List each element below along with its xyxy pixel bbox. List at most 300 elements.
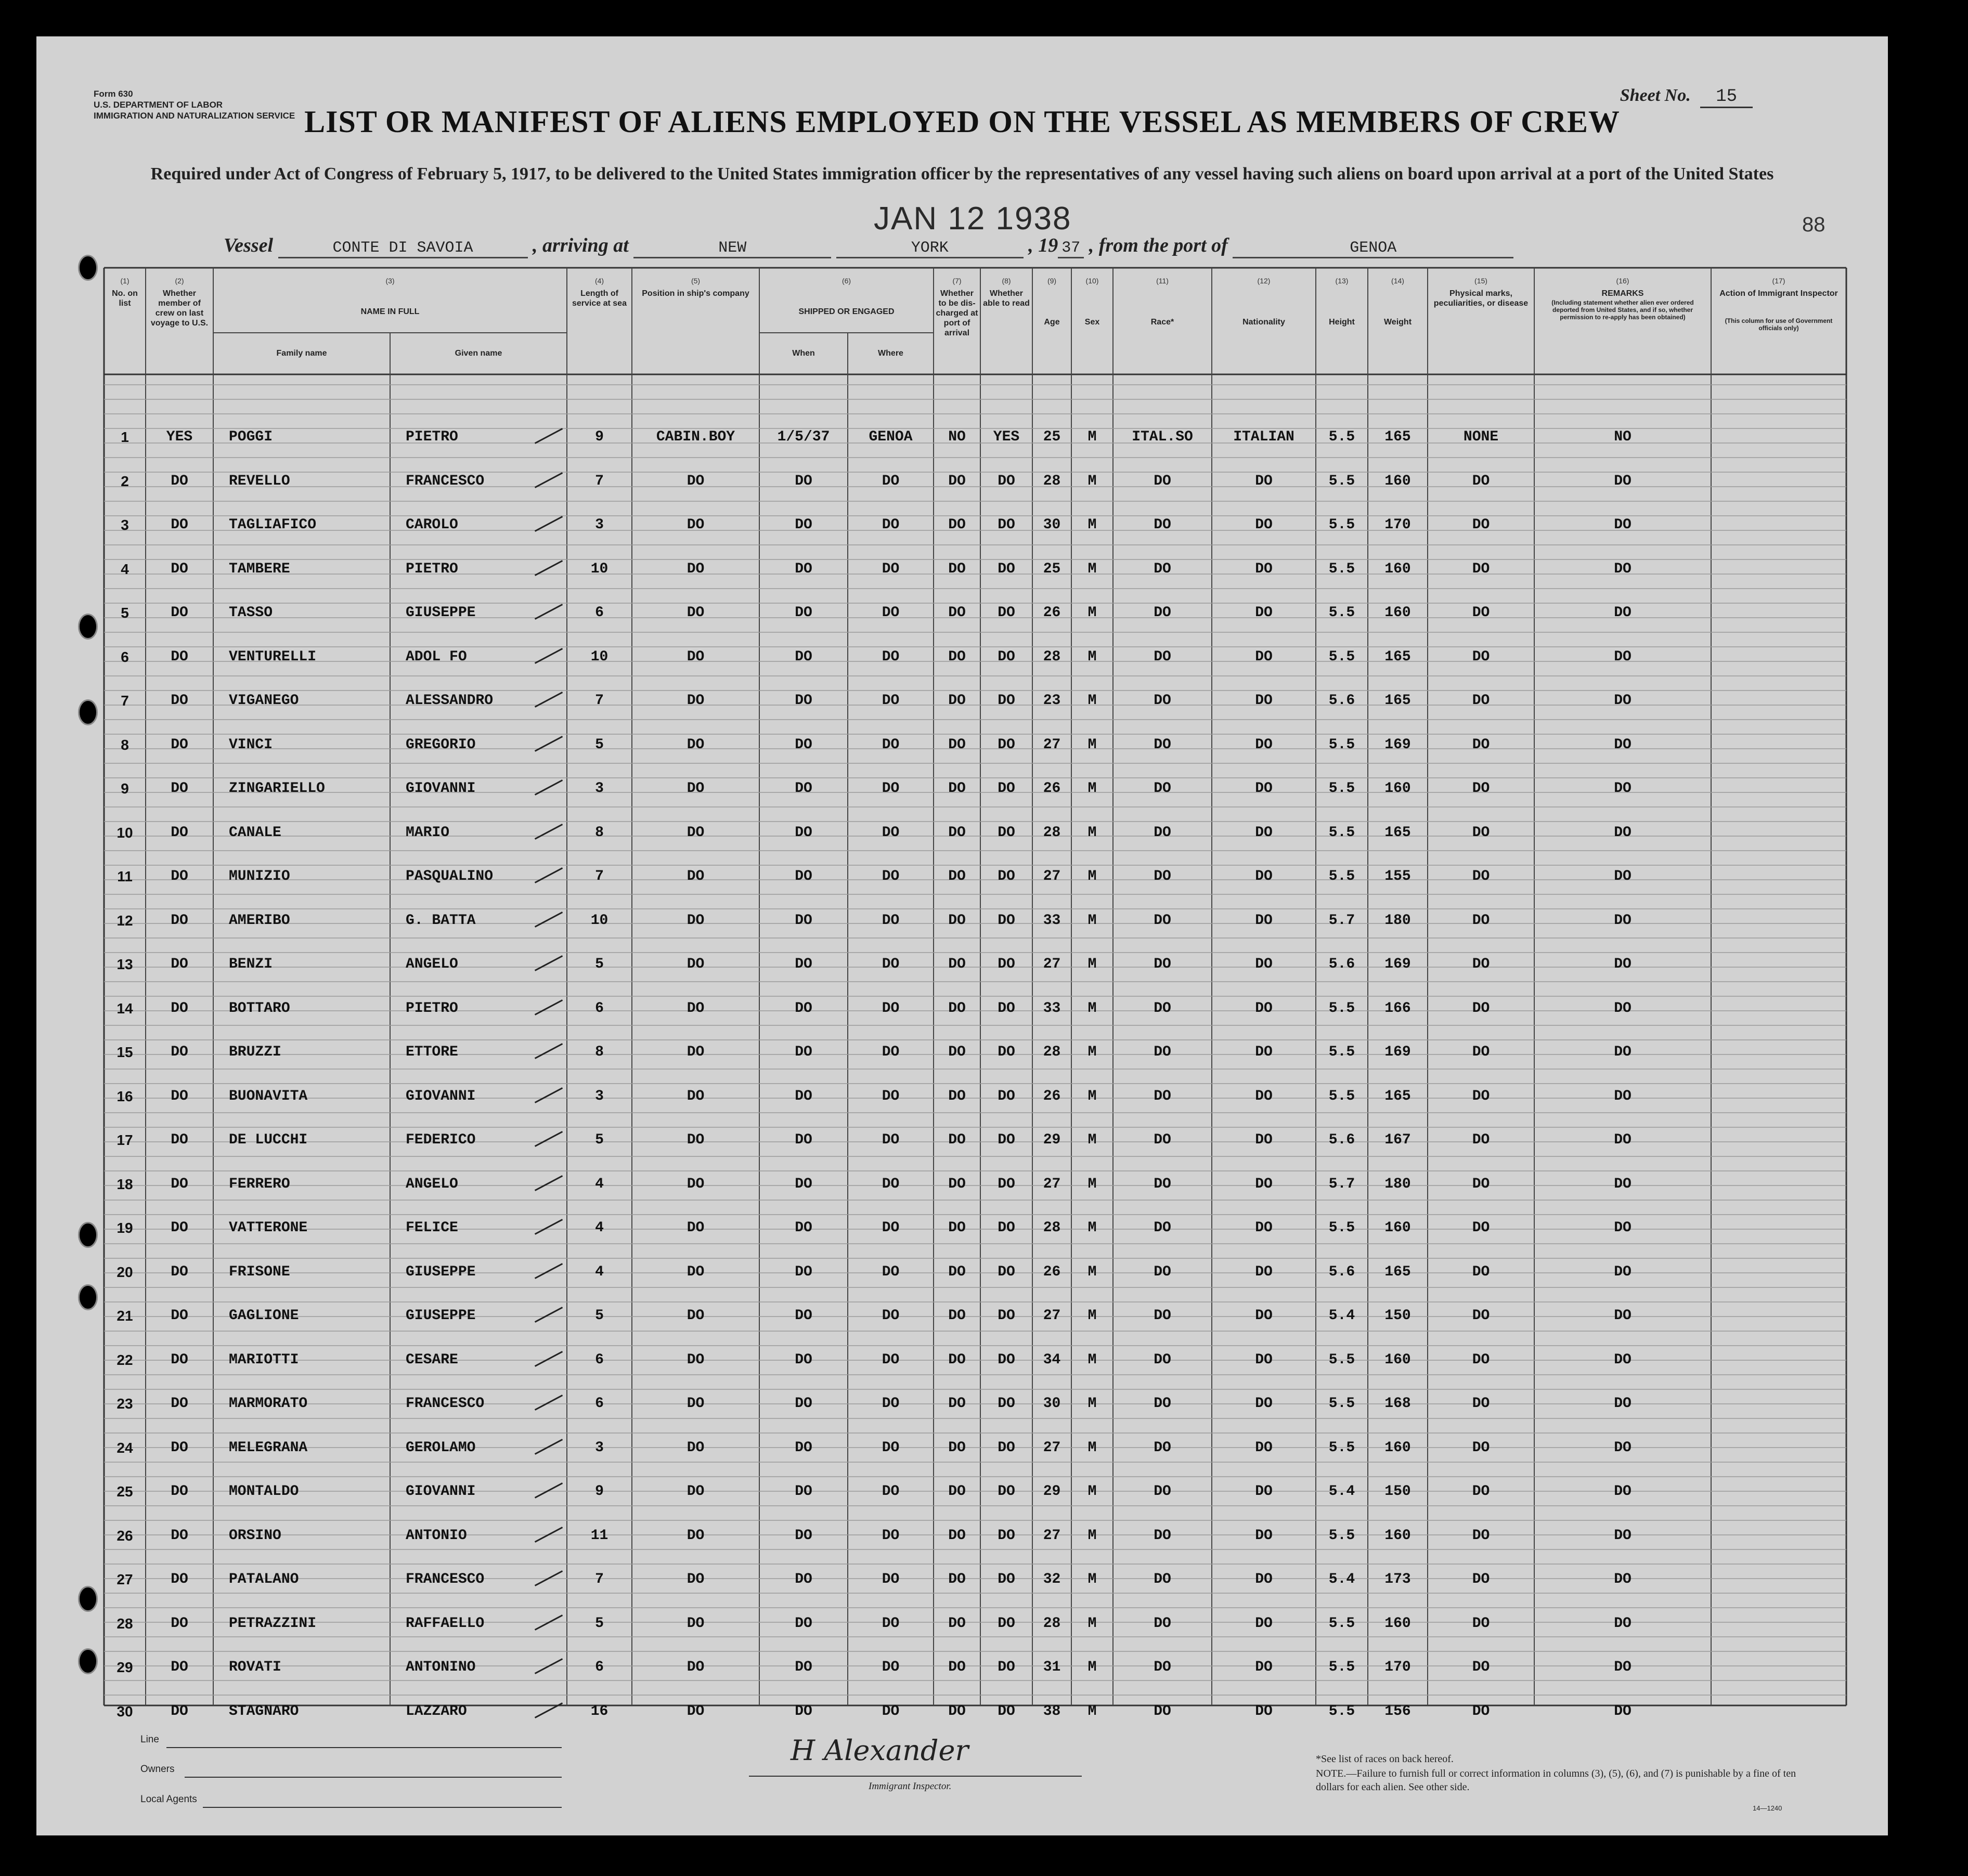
cell-where: DO bbox=[882, 1000, 900, 1017]
line-field bbox=[166, 1747, 562, 1748]
cell-sex: M bbox=[1087, 693, 1097, 709]
cell-given: CESARE bbox=[406, 1351, 458, 1368]
cell-height: 5.5 bbox=[1328, 868, 1355, 884]
cell-height: 5.5 bbox=[1328, 1000, 1355, 1017]
cell-race: DO bbox=[1154, 1527, 1171, 1544]
line-label: Line bbox=[140, 1734, 159, 1745]
cell-race: DO bbox=[1154, 1263, 1171, 1280]
cell-prev: DO bbox=[171, 1220, 188, 1236]
cell-remarks: DO bbox=[1614, 1396, 1632, 1412]
cell-no: 7 bbox=[121, 693, 129, 709]
cell-read: DO bbox=[998, 912, 1015, 929]
cell-age: 32 bbox=[1043, 1571, 1061, 1587]
cell-nat: DO bbox=[1255, 561, 1273, 577]
cell-nat: DO bbox=[1255, 780, 1273, 797]
column-number: (4) bbox=[594, 277, 604, 285]
cell-disch: DO bbox=[948, 605, 966, 621]
cell-when: DO bbox=[795, 1439, 812, 1456]
cell-given: ALESSANDRO bbox=[406, 693, 494, 709]
cell-position: DO bbox=[687, 1132, 705, 1148]
cell-nat: DO bbox=[1255, 693, 1273, 709]
cell-position: DO bbox=[687, 1439, 705, 1456]
cell-weight: 169 bbox=[1384, 1044, 1411, 1060]
column-number: (6) bbox=[841, 277, 851, 285]
cell-read: YES bbox=[993, 429, 1020, 445]
cell-remarks: DO bbox=[1614, 473, 1632, 489]
manifest-sheet bbox=[36, 36, 1888, 1835]
cell-service: 9 bbox=[595, 429, 604, 445]
column-number: (13) bbox=[1335, 277, 1349, 285]
cell-prev: DO bbox=[171, 1483, 188, 1500]
cell-height: 5.5 bbox=[1328, 648, 1355, 665]
cell-when: DO bbox=[795, 1527, 812, 1544]
header-c1: No. on list bbox=[112, 289, 138, 308]
cell-prev: DO bbox=[171, 1439, 188, 1456]
cell-when: DO bbox=[795, 1659, 812, 1675]
cell-service: 10 bbox=[590, 912, 608, 929]
cell-prev: DO bbox=[171, 1659, 188, 1675]
cell-family: TASSO bbox=[229, 605, 273, 621]
header-c4: Length of service at sea bbox=[572, 289, 627, 308]
cell-family: ORSINO bbox=[229, 1527, 281, 1544]
cell-remarks: DO bbox=[1614, 912, 1632, 929]
cell-position: DO bbox=[687, 1703, 705, 1719]
cell-remarks: DO bbox=[1614, 1439, 1632, 1456]
cell-family: AMERIBO bbox=[229, 912, 290, 929]
cell-given: FEDERICO bbox=[406, 1132, 476, 1148]
cell-remarks: DO bbox=[1614, 956, 1632, 972]
cell-when: DO bbox=[795, 736, 812, 753]
cell-family: TAMBERE bbox=[229, 561, 290, 577]
from-port-label: , from the port of bbox=[1089, 234, 1228, 256]
cell-weight: 165 bbox=[1384, 693, 1411, 709]
cell-position: DO bbox=[687, 1571, 705, 1587]
cell-service: 3 bbox=[595, 517, 604, 533]
cell-given: GIOVANNI bbox=[406, 1483, 476, 1500]
cell-remarks: DO bbox=[1614, 1176, 1632, 1192]
cell-race: DO bbox=[1154, 1308, 1171, 1324]
signature-line bbox=[749, 1776, 1082, 1777]
cell-sex: M bbox=[1087, 1132, 1097, 1148]
cell-disch: DO bbox=[948, 517, 966, 533]
cell-position: DO bbox=[687, 1615, 705, 1632]
cell-sex: M bbox=[1087, 1044, 1097, 1060]
cell-nat: DO bbox=[1255, 1703, 1273, 1719]
cell-service: 16 bbox=[590, 1703, 608, 1719]
cell-disch: DO bbox=[948, 1044, 966, 1060]
cell-where: DO bbox=[882, 1483, 900, 1500]
cell-weight: 165 bbox=[1384, 824, 1411, 841]
cell-age: 26 bbox=[1043, 1088, 1061, 1104]
cell-remarks: DO bbox=[1614, 736, 1632, 753]
cell-family: DE LUCCHI bbox=[229, 1132, 308, 1148]
cell-when: DO bbox=[795, 1088, 812, 1104]
cell-race: DO bbox=[1154, 1571, 1171, 1587]
cell-remarks: DO bbox=[1614, 1659, 1632, 1675]
cell-sex: M bbox=[1087, 1396, 1097, 1412]
vessel-name: CONTE DI SAVOIA bbox=[278, 239, 528, 258]
cell-age: 27 bbox=[1043, 956, 1061, 972]
cell-nat: DO bbox=[1255, 912, 1273, 929]
cell-no: 3 bbox=[121, 517, 129, 533]
cell-sex: M bbox=[1087, 912, 1097, 929]
cell-height: 5.5 bbox=[1328, 1703, 1355, 1719]
cell-nat: DO bbox=[1255, 473, 1273, 489]
cell-when: DO bbox=[795, 1263, 812, 1280]
cell-nat: DO bbox=[1255, 824, 1273, 841]
cell-family: BRUZZI bbox=[229, 1044, 281, 1060]
cell-family: MELEGRANA bbox=[229, 1439, 308, 1456]
header-c7: Whether to be dis-charged at port of arrival bbox=[936, 289, 978, 337]
cell-height: 5.6 bbox=[1328, 1263, 1355, 1280]
cell-height: 5.5 bbox=[1328, 473, 1355, 489]
cell-prev: DO bbox=[171, 1308, 188, 1324]
cell-race: DO bbox=[1154, 1351, 1171, 1368]
cell-when: DO bbox=[795, 824, 812, 841]
cell-read: DO bbox=[998, 956, 1015, 972]
cell-weight: 173 bbox=[1384, 1571, 1411, 1587]
cell-remarks: DO bbox=[1614, 1703, 1632, 1719]
cell-given: GIUSEPPE bbox=[406, 1308, 476, 1324]
cell-when: DO bbox=[795, 1308, 812, 1324]
cell-nat: DO bbox=[1255, 1396, 1273, 1412]
cell-no: 1 bbox=[121, 429, 129, 445]
cell-height: 5.6 bbox=[1328, 1132, 1355, 1148]
cell-position: DO bbox=[687, 912, 705, 929]
cell-read: DO bbox=[998, 605, 1015, 621]
cell-nat: DO bbox=[1255, 1132, 1273, 1148]
cell-family: MUNIZIO bbox=[229, 868, 290, 884]
column-number: (3) bbox=[385, 277, 395, 285]
cell-marks: DO bbox=[1472, 1308, 1490, 1324]
cell-remarks: DO bbox=[1614, 605, 1632, 621]
cell-prev: DO bbox=[171, 1088, 188, 1104]
cell-disch: DO bbox=[948, 473, 966, 489]
cell-where: DO bbox=[882, 1263, 900, 1280]
cell-disch: DO bbox=[948, 1615, 966, 1632]
cell-read: DO bbox=[998, 1571, 1015, 1587]
cell-remarks: DO bbox=[1614, 1220, 1632, 1236]
cell-height: 5.5 bbox=[1328, 1527, 1355, 1544]
cell-age: 26 bbox=[1043, 605, 1061, 621]
cell-service: 4 bbox=[595, 1263, 604, 1280]
cell-sex: M bbox=[1087, 1176, 1097, 1192]
cell-remarks: DO bbox=[1614, 1088, 1632, 1104]
cell-disch: DO bbox=[948, 648, 966, 665]
column-number: (16) bbox=[1616, 277, 1629, 285]
cell-disch: DO bbox=[948, 1703, 966, 1719]
header-where: Where bbox=[878, 349, 903, 358]
cell-age: 28 bbox=[1043, 648, 1061, 665]
cell-nat: DO bbox=[1255, 648, 1273, 665]
cell-sex: M bbox=[1087, 1263, 1097, 1280]
cell-read: DO bbox=[998, 1132, 1015, 1148]
cell-weight: 160 bbox=[1384, 1615, 1411, 1632]
cell-sex: M bbox=[1087, 1483, 1097, 1500]
cell-service: 6 bbox=[595, 1000, 604, 1017]
cell-age: 30 bbox=[1043, 1396, 1061, 1412]
cell-no: 16 bbox=[116, 1088, 133, 1104]
cell-remarks: DO bbox=[1614, 868, 1632, 884]
cell-no: 27 bbox=[116, 1571, 133, 1587]
cell-remarks: DO bbox=[1614, 648, 1632, 665]
cell-given: PIETRO bbox=[406, 1000, 458, 1017]
cell-weight: 155 bbox=[1384, 868, 1411, 884]
cell-age: 27 bbox=[1043, 1176, 1061, 1192]
cell-race: DO bbox=[1154, 1659, 1171, 1675]
cell-no: 15 bbox=[116, 1044, 133, 1060]
cell-disch: DO bbox=[948, 1571, 966, 1587]
cell-when: DO bbox=[795, 1396, 812, 1412]
cell-given: GIUSEPPE bbox=[406, 605, 476, 621]
cell-nat: DO bbox=[1255, 1659, 1273, 1675]
cell-nat: DO bbox=[1255, 605, 1273, 621]
cell-disch: DO bbox=[948, 1176, 966, 1192]
cell-remarks: DO bbox=[1614, 1044, 1632, 1060]
cell-marks: DO bbox=[1472, 693, 1490, 709]
cell-read: DO bbox=[998, 824, 1015, 841]
races-note: *See list of races on back hereof. bbox=[1316, 1753, 1454, 1765]
cell-when: DO bbox=[795, 473, 812, 489]
cell-service: 7 bbox=[595, 693, 604, 709]
cell-race: DO bbox=[1154, 868, 1171, 884]
cell-prev: DO bbox=[171, 517, 188, 533]
sheet-value: 15 bbox=[1700, 87, 1753, 108]
cell-weight: 160 bbox=[1384, 780, 1411, 797]
cell-disch: DO bbox=[948, 1308, 966, 1324]
cell-where: DO bbox=[882, 605, 900, 621]
cell-where: DO bbox=[882, 1571, 900, 1587]
cell-when: DO bbox=[795, 1176, 812, 1192]
cell-read: DO bbox=[998, 561, 1015, 577]
header-given-name: Given name bbox=[455, 349, 502, 358]
cell-where: DO bbox=[882, 1439, 900, 1456]
cell-remarks: DO bbox=[1614, 1351, 1632, 1368]
cell-where: DO bbox=[882, 956, 900, 972]
cell-given: ETTORE bbox=[406, 1044, 458, 1060]
cell-no: 25 bbox=[116, 1483, 133, 1500]
cell-when: DO bbox=[795, 1351, 812, 1368]
header-c3: NAME IN FULL bbox=[360, 307, 420, 316]
cell-given: GIOVANNI bbox=[406, 780, 476, 797]
cell-family: TAGLIAFICO bbox=[229, 517, 317, 533]
inspector-signature: H Alexander bbox=[791, 1734, 969, 1767]
cell-race: DO bbox=[1154, 1615, 1171, 1632]
cell-nat: DO bbox=[1255, 956, 1273, 972]
cell-disch: DO bbox=[948, 1659, 966, 1675]
cell-prev: YES bbox=[166, 429, 193, 445]
cell-position: DO bbox=[687, 1527, 705, 1544]
cell-age: 30 bbox=[1043, 517, 1061, 533]
cell-prev: DO bbox=[171, 1176, 188, 1192]
cell-race: DO bbox=[1154, 780, 1171, 797]
cell-where: DO bbox=[882, 1220, 900, 1236]
cell-where: DO bbox=[882, 1703, 900, 1719]
column-number: (12) bbox=[1257, 277, 1271, 285]
cell-weight: 180 bbox=[1384, 1176, 1411, 1192]
cell-prev: DO bbox=[171, 1132, 188, 1148]
cell-position: DO bbox=[687, 1659, 705, 1675]
cell-no: 11 bbox=[117, 868, 133, 884]
cell-nat: DO bbox=[1255, 736, 1273, 753]
cell-height: 5.5 bbox=[1328, 780, 1355, 797]
arrival-port-b: YORK bbox=[836, 239, 1024, 258]
cell-age: 34 bbox=[1043, 1351, 1061, 1368]
cell-service: 3 bbox=[595, 1439, 604, 1456]
cell-prev: DO bbox=[171, 561, 188, 577]
cell-marks: DO bbox=[1472, 1396, 1490, 1412]
cell-prev: DO bbox=[171, 1571, 188, 1587]
cell-weight: 160 bbox=[1384, 1351, 1411, 1368]
cell-no: 9 bbox=[121, 780, 129, 797]
cell-nat: DO bbox=[1255, 1220, 1273, 1236]
cell-nat: DO bbox=[1255, 1263, 1273, 1280]
cell-family: VIGANEGO bbox=[229, 693, 299, 709]
cell-read: DO bbox=[998, 1088, 1015, 1104]
cell-disch: DO bbox=[948, 780, 966, 797]
cell-marks: DO bbox=[1472, 780, 1490, 797]
cell-given: ANTONINO bbox=[406, 1659, 476, 1675]
cell-prev: DO bbox=[171, 1703, 188, 1719]
cell-weight: 170 bbox=[1384, 1659, 1411, 1675]
cell-height: 5.5 bbox=[1328, 824, 1355, 841]
cell-where: DO bbox=[882, 693, 900, 709]
cell-read: DO bbox=[998, 1263, 1015, 1280]
cell-position: DO bbox=[687, 956, 705, 972]
cell-prev: DO bbox=[171, 1527, 188, 1544]
cell-marks: DO bbox=[1472, 1659, 1490, 1675]
cell-weight: 165 bbox=[1384, 648, 1411, 665]
cell-when: DO bbox=[795, 1483, 812, 1500]
cell-family: POGGI bbox=[229, 429, 273, 445]
binding-hole-icon bbox=[78, 699, 98, 725]
cell-when: DO bbox=[795, 1703, 812, 1719]
cell-family: BENZI bbox=[229, 956, 273, 972]
cell-nat: DO bbox=[1255, 1044, 1273, 1060]
year-label: , 19 bbox=[1028, 234, 1058, 256]
sheet-label: Sheet No. bbox=[1620, 86, 1691, 105]
cell-given: PIETRO bbox=[406, 429, 458, 445]
cell-given: ANGELO bbox=[406, 956, 458, 972]
cell-position: DO bbox=[687, 868, 705, 884]
cell-remarks: DO bbox=[1614, 1263, 1632, 1280]
header-c13: Height bbox=[1329, 318, 1355, 327]
cell-service: 7 bbox=[595, 1571, 604, 1587]
cell-family: FERRERO bbox=[229, 1176, 290, 1192]
cell-marks: DO bbox=[1472, 1439, 1490, 1456]
cell-remarks: DO bbox=[1614, 1132, 1632, 1148]
cell-sex: M bbox=[1087, 1659, 1097, 1675]
cell-prev: DO bbox=[171, 780, 188, 797]
cell-disch: DO bbox=[948, 912, 966, 929]
cell-race: DO bbox=[1154, 1439, 1171, 1456]
cell-read: DO bbox=[998, 1308, 1015, 1324]
cell-where: DO bbox=[882, 1308, 900, 1324]
cell-given: PASQUALINO bbox=[406, 868, 494, 884]
cell-where: DO bbox=[882, 648, 900, 665]
cell-read: DO bbox=[998, 1703, 1015, 1719]
cell-sex: M bbox=[1087, 1220, 1097, 1236]
cell-nat: DO bbox=[1255, 1308, 1273, 1324]
column-number: (8) bbox=[1002, 277, 1011, 285]
cell-height: 5.5 bbox=[1328, 1220, 1355, 1236]
cell-height: 5.5 bbox=[1328, 1439, 1355, 1456]
cell-service: 8 bbox=[595, 1044, 604, 1060]
cell-where: DO bbox=[882, 1615, 900, 1632]
cell-read: DO bbox=[998, 1527, 1015, 1544]
cell-given: FRANCESCO bbox=[406, 1571, 485, 1587]
cell-age: 28 bbox=[1043, 824, 1061, 841]
cell-nat: DO bbox=[1255, 1615, 1273, 1632]
cell-nat: DO bbox=[1255, 868, 1273, 884]
cell-weight: 180 bbox=[1384, 912, 1411, 929]
cell-remarks: DO bbox=[1614, 1615, 1632, 1632]
cell-age: 38 bbox=[1043, 1703, 1061, 1719]
cell-family: CANALE bbox=[229, 824, 281, 841]
cell-position: DO bbox=[687, 605, 705, 621]
header-c9: Age bbox=[1044, 318, 1060, 327]
cell-height: 5.7 bbox=[1328, 912, 1355, 929]
cell-disch: DO bbox=[948, 1396, 966, 1412]
cell-weight: 168 bbox=[1384, 1396, 1411, 1412]
cell-family: MONTALDO bbox=[229, 1483, 299, 1500]
cell-position: DO bbox=[687, 736, 705, 753]
cell-disch: NO bbox=[948, 429, 966, 445]
cell-weight: 160 bbox=[1384, 1220, 1411, 1236]
cell-when: DO bbox=[795, 693, 812, 709]
header-c5: Position in ship's company bbox=[642, 289, 749, 298]
cell-age: 27 bbox=[1043, 1439, 1061, 1456]
header-c8: Whether able to read bbox=[983, 289, 1030, 308]
column-number: (2) bbox=[175, 277, 184, 285]
cell-when: DO bbox=[795, 868, 812, 884]
cell-position: DO bbox=[687, 1351, 705, 1368]
column-number: (11) bbox=[1156, 277, 1169, 285]
cell-given: MARIO bbox=[406, 824, 450, 841]
cell-no: 13 bbox=[116, 956, 133, 972]
cell-no: 14 bbox=[116, 1000, 133, 1017]
column-number: (10) bbox=[1085, 277, 1099, 285]
cell-race: DO bbox=[1154, 693, 1171, 709]
cell-remarks: NO bbox=[1614, 429, 1632, 445]
cell-disch: DO bbox=[948, 1088, 966, 1104]
cell-remarks: DO bbox=[1614, 517, 1632, 533]
cell-race: DO bbox=[1154, 1396, 1171, 1412]
cell-read: DO bbox=[998, 693, 1015, 709]
cell-given: ANGELO bbox=[406, 1176, 458, 1192]
cell-given: GIUSEPPE bbox=[406, 1263, 476, 1280]
column-number: (17) bbox=[1772, 277, 1785, 285]
binding-hole-icon bbox=[78, 255, 98, 281]
cell-height: 5.7 bbox=[1328, 1176, 1355, 1192]
form-code: 14—1240 bbox=[1753, 1804, 1782, 1812]
cell-height: 5.6 bbox=[1328, 956, 1355, 972]
cell-sex: M bbox=[1087, 1308, 1097, 1324]
cell-remarks: DO bbox=[1614, 1483, 1632, 1500]
cell-race: DO bbox=[1154, 1088, 1171, 1104]
cell-marks: DO bbox=[1472, 473, 1490, 489]
cell-sex: M bbox=[1087, 1527, 1097, 1544]
cell-prev: DO bbox=[171, 824, 188, 841]
cell-service: 4 bbox=[595, 1220, 604, 1236]
cell-prev: DO bbox=[171, 1615, 188, 1632]
cell-read: DO bbox=[998, 1044, 1015, 1060]
cell-disch: DO bbox=[948, 1439, 966, 1456]
cell-remarks: DO bbox=[1614, 1527, 1632, 1544]
cell-where: DO bbox=[882, 1396, 900, 1412]
cell-weight: 166 bbox=[1384, 1000, 1411, 1017]
header-c16: REMARKS bbox=[1601, 289, 1644, 298]
